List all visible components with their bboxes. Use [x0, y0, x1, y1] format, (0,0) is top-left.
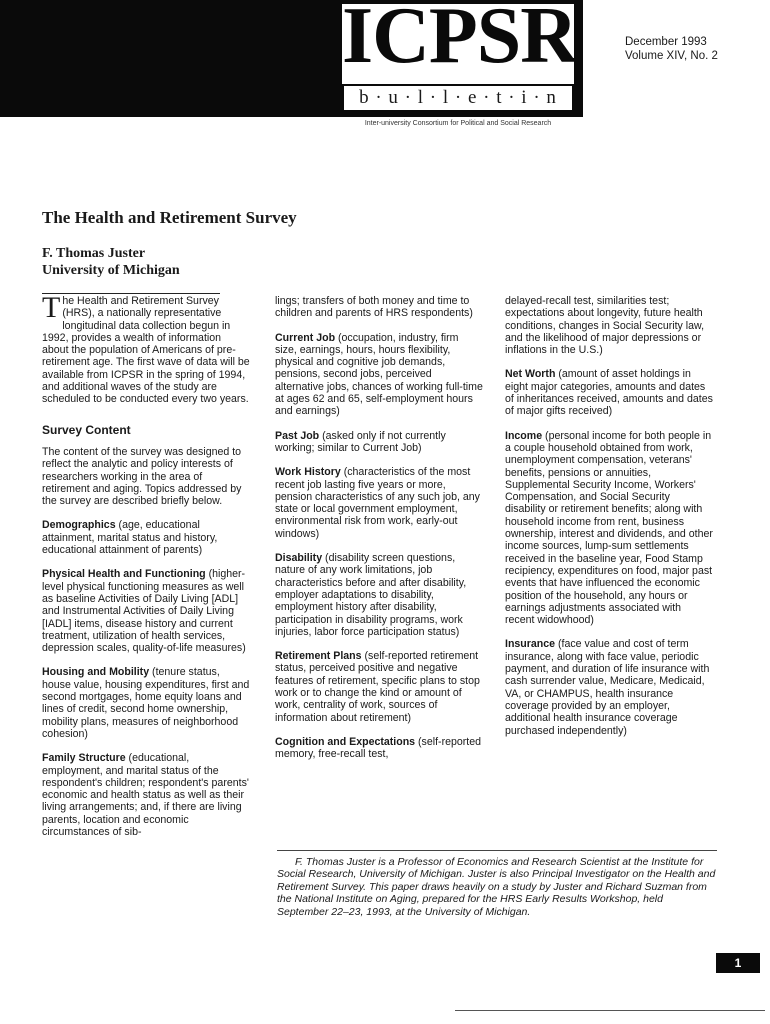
item-current-job: Current Job (occupation, industry, firm size, earnings, hours, hours flexibility, physical and cognitive job demands, pensions, second jobs, perceived alternative jobs, chances of working full-time at ages 62 and 65, self-employment hours and earnings): [275, 331, 483, 418]
icpsr-logo: [342, 0, 578, 110]
item-cognition: Cognition and Expectations (self-reported memory, free-recall test,: [275, 735, 482, 761]
author-block: [42, 245, 180, 279]
item-housing: Housing and Mobility (tenure status, house value, housing expenditures, first and second mortgages, home equity loans and lines of credit, second home ownership, mobility plans, measures of neighborhood cohesion): [42, 666, 250, 740]
item-family-continued: lings; transfers of both money and time to children and parents of HRS respondents): [275, 295, 473, 320]
item-net-worth: Net Worth (amount of asset holdings in eight major categories, amounts and dates of inheritances received, amounts and dates of major gifts received): [505, 368, 713, 418]
item-demographics: Demographics (age, educational attainment, marital status and history, educational attainment of parents): [42, 519, 218, 557]
column-3: [505, 295, 713, 749]
author-footnote: F. Thomas Juster is a Professor of Economics and Research Scientist at the Institute for Social Research, University of Michigan. Juster is also Principal Investigator on the Health and Retirement Survey. This paper draws heavily on a study by Juster and Richard Suzman from the National Institute on Aging, prepared for the HRS Early Results Workshop, held September 22–23, 1993, at the University of Michigan.: [277, 856, 716, 918]
issue-date: December 1993: [625, 36, 707, 48]
logo-subtitle: b · u · l · l · e · t · i · n: [342, 84, 574, 112]
intro-rule: [42, 293, 220, 294]
item-disability: Disability (disability screen questions, nature of any work limitations, job characteristics before and after disability, employer adaptations to disability, employment history after disability, participation in disability programs, work injuries, labor force participation status): [275, 552, 467, 638]
consortium-name: Inter-university Consortium for Political and Social Research: [364, 120, 552, 127]
drop-cap: T: [42, 291, 61, 324]
issue-volume: Volume XIV, No. 2: [625, 50, 718, 62]
article-title: The Health and Retirement Survey: [42, 208, 297, 227]
survey-content-text: The content of the survey was designed to reflect the analytic and policy interests of researchers working in the area of retirement and aging. Topics addressed by the survey are described briefly below.: [42, 445, 242, 508]
intro-paragraph: The Health and Retirement Survey (HRS), a nationally representative longitudinal data collection begun in 1992, provides a wealth of information about the population of Americans of pre-retirement age. The first wave of data will be available from ICPSR in the spring of 1994, and additional waves of the study are scheduled to be conducted every two years.: [42, 291, 250, 406]
page-number: 1: [716, 953, 760, 973]
item-retirement-plans: Retirement Plans (self-reported retirement status, perceived positive and negative features of retirement, specific plans to stop work or to change the kind or amount of work, centrality of work, sources of information about retirement): [275, 650, 480, 724]
item-past-job: Past Job (asked only if not currently working; similar to Current Job): [275, 429, 446, 454]
author-name: F. Thomas Juster: [42, 246, 146, 261]
item-insurance: Insurance (face value and cost of term insurance, along with face value, periodic payment, and duration of life insurance with cash surrender value, Medicare, Medicaid, VA, or CHAMPUS, health insurance coverage provided by an employer, additional health insurance coverage purchased independently): [505, 638, 710, 737]
item-family-structure: Family Structure (educational, employment, and marital status of the respondent's children; respondent's parents' economic and health status as well as their living arrangements; and, if there are living parents, location and economic circumstances of sib-: [42, 752, 249, 838]
survey-content-heading: Survey Content: [42, 422, 131, 437]
item-physical-health: Physical Health and Functioning (higher-level physical functioning measures as well as baseline Activities of Daily Living [ADL] and Instrumental Activities of Daily Living [IADL] items, disease history and current treatment, utilization of health services, depression scales, quality-of-life measures): [42, 568, 246, 655]
author-affiliation: University of Michigan: [42, 263, 180, 278]
bottom-rule: [455, 1010, 765, 1011]
masthead-banner: [0, 0, 583, 117]
logo-text: ICPSR: [342, 0, 578, 80]
item-work-history: Work History (characteristics of the most recent job lasting five years or more, pension characteristics of any such job, any state or local government employment, environmental risk from work, early-out windows): [275, 466, 480, 540]
item-cognition-continued: delayed-recall test, similarities test; expectations about longevity, future health conditions, changes in Social Security law, and the likelihood of major depressions or inflations in the U.S.): [505, 295, 705, 357]
column-1: [42, 291, 250, 850]
item-income: Income (personal income for both people in a couple household obtained from work, unemployment compensation, veterans' benefits, pensions or annuities, Supplemental Security Income, Workers' Compensation, and Social Security disability or retirement benefits; along with household income from rent, business ownership, interest and dividends, and other income sources, lump-sum settlements received in the baseline year, Food Stamp recipiency, expenditures on food, major past events that have influenced the economic position of the household, any hours or earnings adjustments associated with recent widowhood): [505, 429, 713, 627]
footnote-rule: [277, 850, 717, 851]
column-2: [275, 295, 483, 773]
issue-info: [625, 35, 718, 63]
